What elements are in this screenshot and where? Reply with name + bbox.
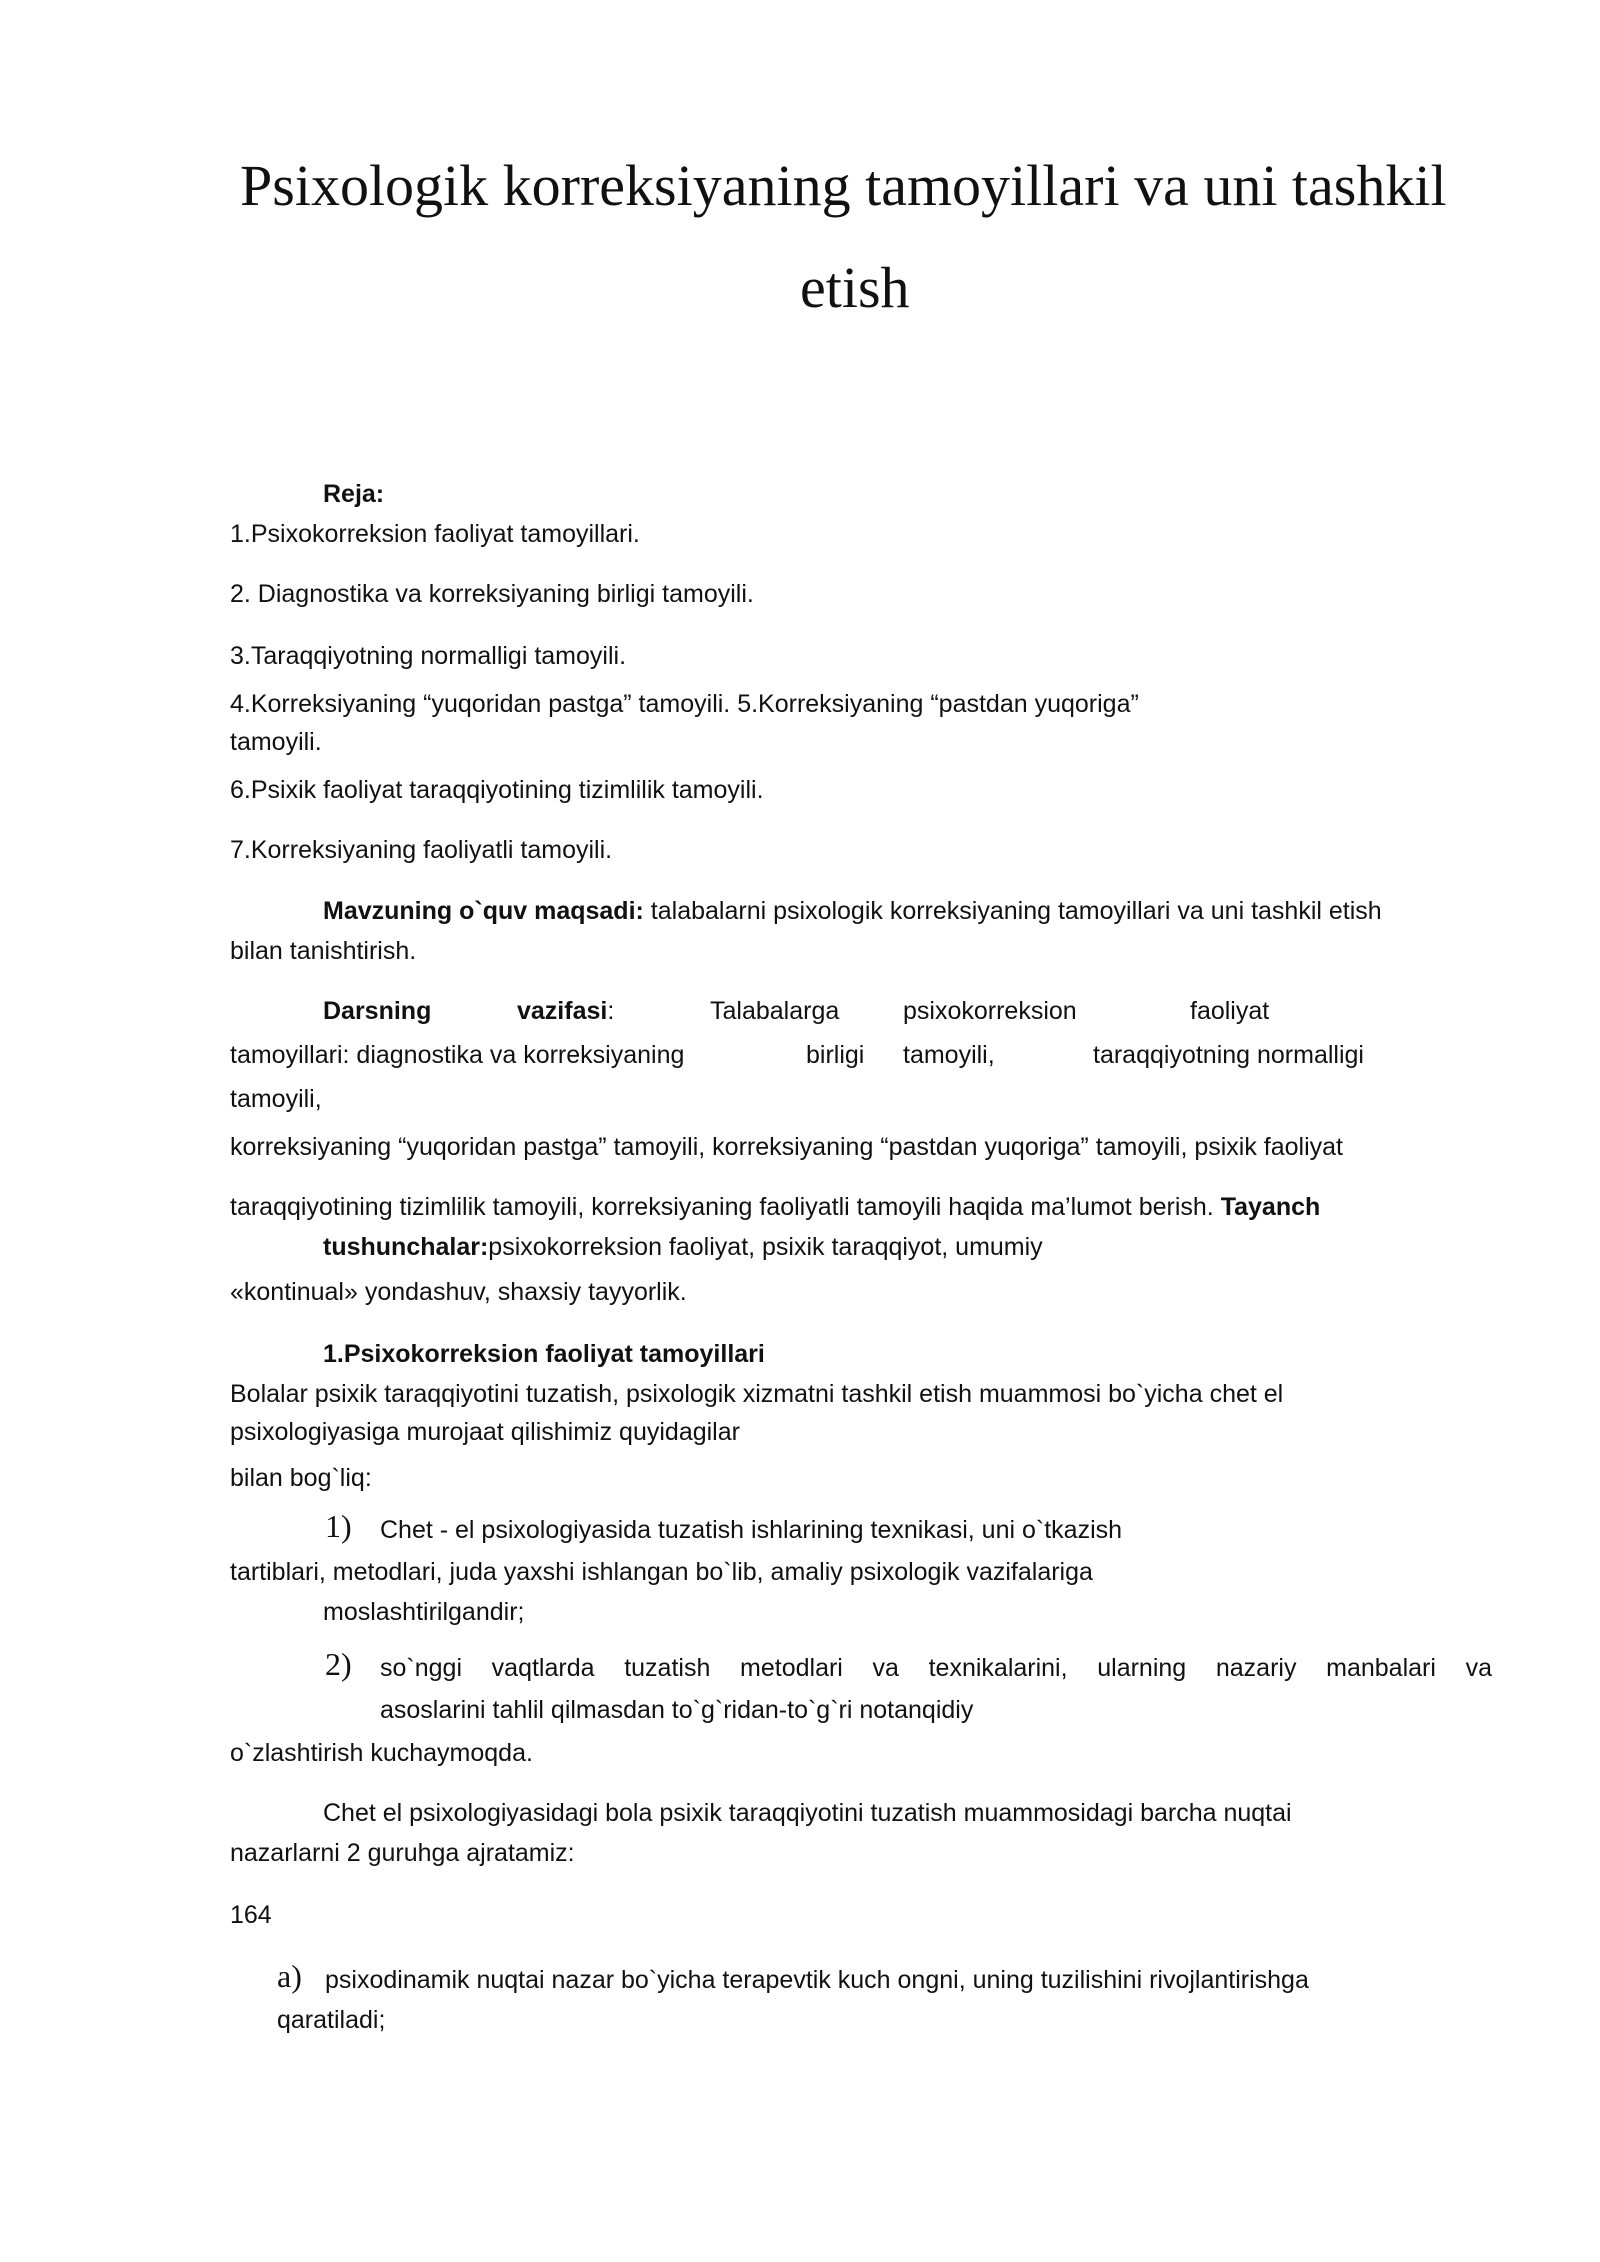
- paragraph-line: psixologiyasiga murojaat qilishimiz quyidagilar: [230, 1418, 740, 1446]
- plan-heading: Reja:: [323, 480, 385, 508]
- list-item-line: psixodinamik nuqtai nazar bo`yicha terapevtik kuch ongni, uning tuzilishini rivojlantirishga: [325, 1966, 1309, 1994]
- key-concepts-line: «kontinual» yondashuv, shaxsiy tayyorlik.: [230, 1278, 687, 1306]
- lesson-goal-label: Mavzuning o`quv maqsadi:: [323, 897, 644, 925]
- lesson-task-line: korreksiyaning “yuqoridan pastga” tamoyili, korreksiyaning “pastdan yuqoriga” tamoyili, psixik faoliyat: [230, 1133, 1344, 1161]
- list-item-line: tartiblari, metodlari, juda yaxshi ishlangan bo`lib, amaliy psixologik vazifalariga: [230, 1558, 1093, 1586]
- list-item-line: qaratiladi;: [277, 2006, 386, 2034]
- plan-item: 1.Psixokorreksion faoliyat tamoyillari.: [230, 520, 640, 548]
- lesson-goal: [323, 895, 1382, 927]
- lesson-task-label-b: vazifasi: [517, 997, 608, 1025]
- lesson-task-label: Darsning: [323, 997, 432, 1025]
- paragraph-line: Bolalar psixik taraqqiyotini tuzatish, psixologik xizmatni tashkil etish muammosi bo`yicha chet el: [230, 1380, 1284, 1408]
- paragraph-line: nazarlarni 2 guruhga ajratamiz:: [230, 1839, 575, 1867]
- lesson-goal-line: bilan tanishtirish.: [230, 937, 417, 965]
- section-heading: 1.Psixokorreksion faoliyat tamoyillari: [323, 1340, 765, 1368]
- list-number: 2): [325, 1646, 352, 1682]
- lesson-task-line: birligi: [806, 1041, 865, 1069]
- lesson-task-line: tamoyili,: [230, 1085, 322, 1113]
- lesson-task-word: psixokorreksion: [903, 997, 1077, 1025]
- list-number: 1): [325, 1508, 352, 1544]
- key-concepts-label: Tayanch: [1220, 1193, 1321, 1221]
- lesson-task-label: [517, 995, 614, 1027]
- list-item-line: moslashtirilgandir;: [323, 1598, 525, 1626]
- paragraph-line: Chet el psixologiyasidagi bola psixik taraqqiyotini tuzatish muammosidagi barcha nuqtai: [323, 1799, 1292, 1827]
- lesson-task-line: tamoyillari: diagnostika va korreksiyaning: [230, 1041, 685, 1069]
- list-item-line: asoslarini tahlil qilmasdan to`g`ridan-to`g`ri notanqidiy: [380, 1696, 974, 1724]
- plan-item: 3.Taraqqiyotning normalligi tamoyili.: [230, 642, 627, 670]
- list-item-line: Chet - el psixologiyasida tuzatish ishlarining texnikasi, uni o`tkazish: [380, 1516, 1123, 1544]
- page-number: 164: [230, 1901, 272, 1929]
- key-concepts-label: tushunchalar:: [323, 1233, 489, 1261]
- plan-item: tamoyili.: [230, 728, 322, 756]
- plan-item: 4.Korreksiyaning “yuqoridan pastga” tamoyili. 5.Korreksiyaning “pastdan yuqoriga”: [230, 690, 1139, 718]
- lesson-task-line: [230, 1191, 1320, 1223]
- page-title: Psixologik korreksiyaning tamoyillari va uni tashkil: [240, 153, 1447, 218]
- key-concepts-text: psixokorreksion faoliyat, psixik taraqqiyot, umumiy: [488, 1233, 1043, 1261]
- paragraph-line: bilan bog`liq:: [230, 1464, 372, 1492]
- page-title-continued: etish: [800, 255, 910, 320]
- lesson-task-text: taraqqiyotining tizimlilik tamoyili, korreksiyaning faoliyatli tamoyili haqida ma’lumot berish.: [230, 1193, 1214, 1221]
- list-item-line: so`nggi vaqtlarda tuzatish metodlari va texnikalarini, ularning nazariy manbalari va: [380, 1654, 1492, 1682]
- lesson-task-line: tamoyili,: [903, 1041, 995, 1069]
- lesson-task-word: faoliyat: [1190, 997, 1270, 1025]
- key-concepts: [323, 1231, 1043, 1263]
- plan-item: 6.Psixik faoliyat taraqqiyotining tizimlilik tamoyili.: [230, 776, 764, 804]
- plan-item: 2. Diagnostika va korreksiyaning birligi tamoyili.: [230, 580, 754, 608]
- lesson-task-colon: :: [607, 997, 615, 1025]
- list-item-line: o`zlashtirish kuchaymoqda.: [230, 1739, 533, 1767]
- plan-item: 7.Korreksiyaning faoliyatli tamoyili.: [230, 836, 613, 864]
- lesson-task-word: Talabalarga: [710, 997, 840, 1025]
- lesson-task-line: taraqqiyotning normalligi: [1093, 1041, 1364, 1069]
- lesson-goal-text: talabalarni psixologik korreksiyaning tamoyillari va uni tashkil etish: [643, 897, 1382, 925]
- list-letter: a): [277, 1958, 302, 1994]
